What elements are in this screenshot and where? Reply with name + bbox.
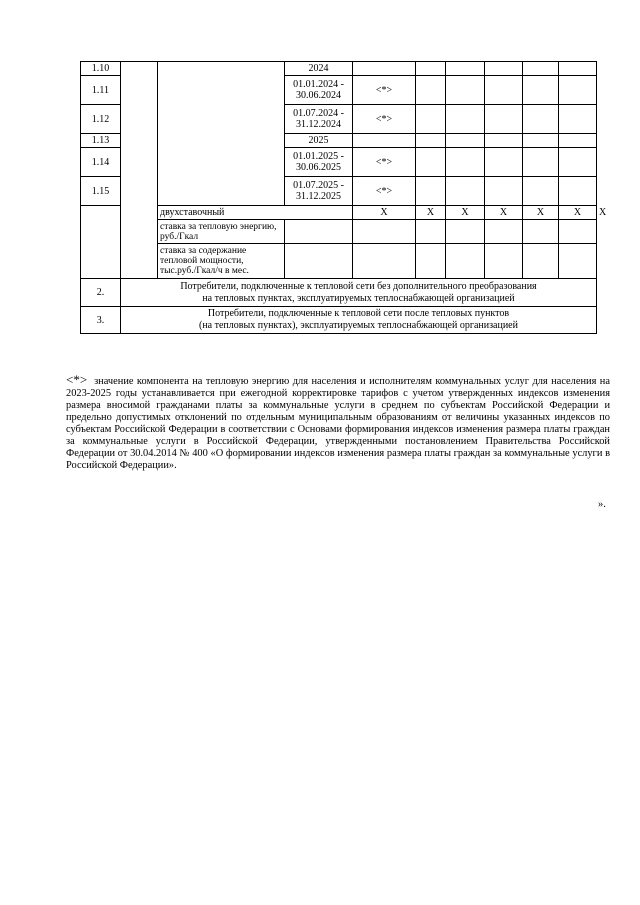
period-cell: 01.01.2024 - 30.06.2024	[285, 76, 353, 105]
x-mark: X	[523, 206, 559, 220]
value-cell: <*>	[353, 76, 416, 105]
period-cell: 01.07.2024 - 31.12.2024	[285, 105, 353, 134]
merged-cell	[81, 206, 121, 279]
table-row	[81, 244, 597, 279]
rate-energy-label: ставка за тепловую энергию, руб./Гкал	[158, 220, 285, 244]
rate-capacity-label: ставка за содержание тепловой мощности, тыс.руб./Гкал/ч в мес.	[158, 244, 285, 279]
x-mark: X	[485, 206, 523, 220]
x-mark: X	[353, 206, 416, 220]
merged-cell	[158, 62, 285, 206]
section-text-line: (на тепловых пунктах), эксплуатируемых теплоснабжающей организацией	[199, 320, 518, 331]
section-row	[81, 307, 597, 334]
row-number: 1.13	[81, 134, 121, 148]
table-row: двухставочный X X X X X X X	[81, 206, 597, 220]
value-cell	[353, 62, 416, 76]
section-number: 3.	[81, 307, 121, 334]
value-cell	[353, 134, 416, 148]
row-number: 1.15	[81, 177, 121, 206]
two-part-label: двухставочный	[158, 206, 353, 220]
merged-cell	[121, 62, 158, 279]
section-text-line: на тепловых пунктах, эксплуатируемых теплоснабжающей организацией	[202, 292, 515, 304]
x-mark: X	[416, 206, 446, 220]
period-cell: 2024	[285, 62, 353, 76]
period-cell: 01.01.2025 - 30.06.2025	[285, 148, 353, 177]
footnote-mark: <*>	[66, 372, 88, 387]
row-number: 1.11	[81, 76, 121, 105]
value-cell: <*>	[353, 148, 416, 177]
closing-quote: ».	[598, 499, 606, 510]
section-text-line: Потребители, подключенные к тепловой сети без дополнительного преобразования	[180, 280, 537, 292]
table-row	[81, 62, 597, 76]
table-row	[81, 220, 597, 244]
period-cell: 01.07.2025 - 31.12.2025	[285, 177, 353, 206]
section-text	[121, 307, 597, 334]
footnote	[66, 374, 610, 472]
section-text	[121, 279, 597, 307]
footnote-text: значение компонента на тепловую энергию для населения и исполнителям коммунальных услуг для населения на 2023-2025 годы устанавливается при ежегодной корректировке тарифов с учетом утвержденных индексов изменения размера вносимой гражданами платы за коммунальные услуги в среднем по субъектам Российской Федерации и предельно допустимых отклонений по отдельным муниципальным образованиям от величины указанных индексов по субъектам Российской Федерации в соответствии с Основами формирования индексов изменения размера платы граждан за коммунальные услуги в Российской Федерации, утвержденными постановлением Правительства Российской Федерации от 30.04.2014 № 400 «О формировании индексов изменения размера платы граждан за коммунальные услуги в Российской Федерации».	[66, 376, 610, 471]
tariff-table	[80, 61, 607, 334]
section-number: 2.	[81, 279, 121, 307]
value-cell: <*>	[353, 177, 416, 206]
section-text-line: Потребители, подключенные к тепловой сети после тепловых пунктов	[207, 308, 510, 319]
section-row	[81, 279, 597, 307]
x-mark: X	[446, 206, 485, 220]
period-cell: 2025	[285, 134, 353, 148]
value-cell: <*>	[353, 105, 416, 134]
row-number: 1.14	[81, 148, 121, 177]
row-number: 1.10	[81, 62, 121, 76]
row-number: 1.12	[81, 105, 121, 134]
x-mark: X	[559, 206, 597, 220]
